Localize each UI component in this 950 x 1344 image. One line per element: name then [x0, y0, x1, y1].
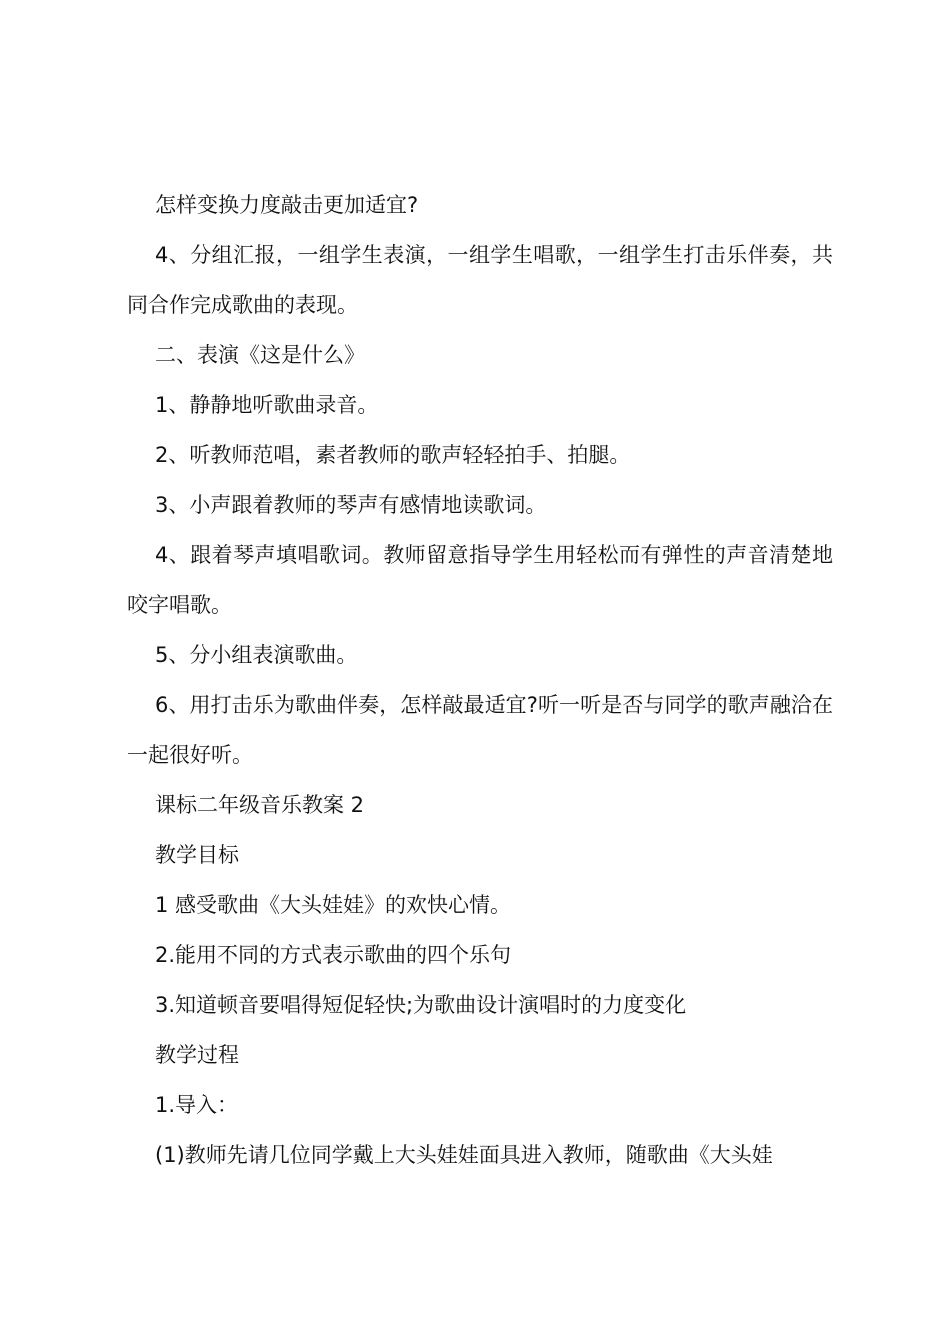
paragraph-step-3: 3、小声跟着教师的琴声有感情地读歌词。 [155, 493, 547, 517]
paragraph-step-6: 6、用打击乐为歌曲伴奏，怎样敲最适宜?听一听是否与同学的歌声融洽在一起很好听。 [127, 693, 833, 767]
paragraph-2: 4、分组汇报，一组学生表演，一组学生唱歌，一组学生打击乐伴奏，共同合作完成歌曲的表现。 [127, 243, 833, 317]
section-heading-perform: 二、表演《这是什么》 [155, 343, 365, 367]
goal-2: 2.能用不同的方式表示歌曲的四个乐句 [155, 943, 512, 967]
goal-1: 1 感受歌曲《大头娃娃》的欢快心情。 [155, 893, 512, 917]
paragraph-1: 怎样变换力度敲击更加适宜? [155, 193, 419, 217]
lesson-title: 课标二年级音乐教案 2 [155, 793, 365, 817]
heading-teaching-process: 教学过程 [155, 1043, 239, 1067]
paragraph-step-4: 4、跟着琴声填唱歌词。教师留意指导学生用轻松而有弹性的声音清楚地咬字唱歌。 [127, 543, 833, 617]
paragraph-step-1: 1、静静地听歌曲录音。 [155, 393, 379, 417]
heading-teaching-goals: 教学目标 [155, 843, 239, 867]
process-intro-step-1: (1)教师先请几位同学戴上大头娃娃面具进入教师，随歌曲《大头娃 [155, 1143, 773, 1167]
paragraph-step-2: 2、听教师范唱，素者教师的歌声轻轻拍手、拍腿。 [155, 443, 631, 467]
process-intro: 1.导入： [155, 1093, 239, 1117]
paragraph-step-5: 5、分小组表演歌曲。 [155, 643, 358, 667]
goal-3: 3.知道顿音要唱得短促轻快;为歌曲设计演唱时的力度变化 [155, 993, 687, 1017]
